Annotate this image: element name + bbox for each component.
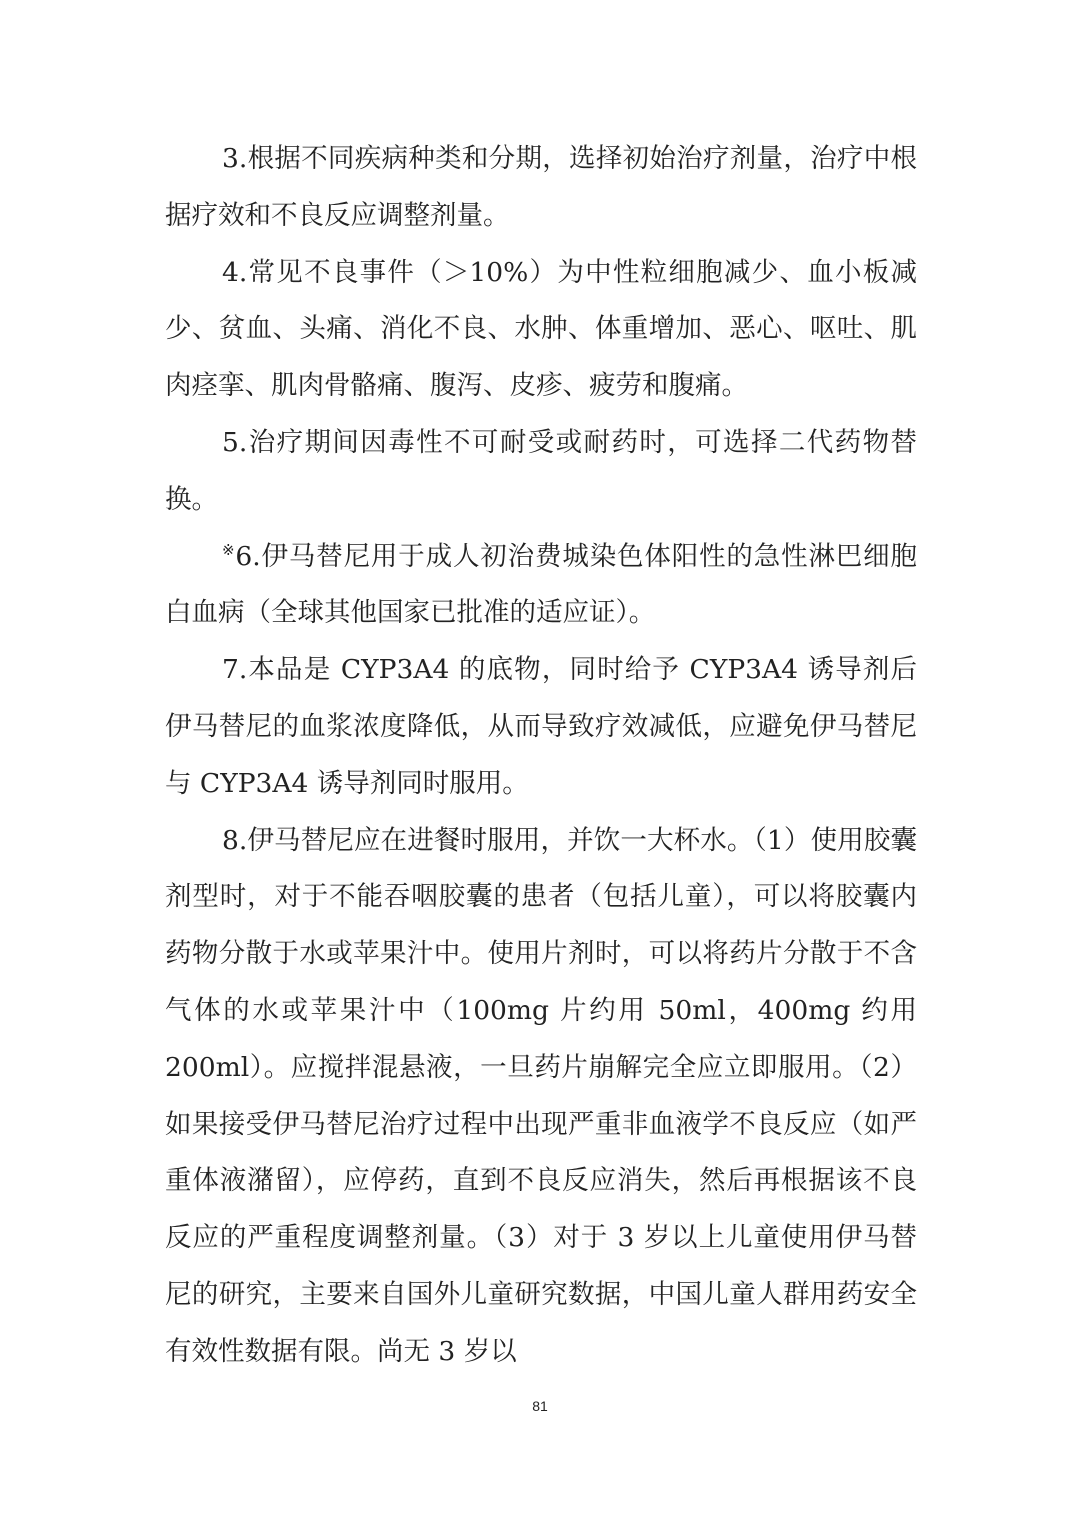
paragraph-item-5 <box>165 415 917 529</box>
body-text <box>165 131 917 1381</box>
reference-mark: ※ <box>222 540 236 559</box>
paragraph-text: 5.治疗期间因毒性不可耐受或耐药时，可选择二代药物替换。 <box>165 426 917 515</box>
paragraph-text: 6.伊马替尼用于成人初治费城染色体阳性的急性淋巴细胞白血病（全球其他国家已批准的适应证）。 <box>165 540 917 629</box>
paragraph-item-7 <box>165 642 917 812</box>
paragraph-item-8 <box>165 813 917 1381</box>
paragraph-text: 3.根据不同疾病种类和分期，选择初始治疗剂量，治疗中根据疗效和不良反应调整剂量。 <box>165 143 917 231</box>
paragraph-text: 7.本品是 CYP3A4 的底物，同时给予 CYP3A4 诱导剂后伊马替尼的血浆浓度降低，从而导致疗效减低，应避免伊马替尼与 CYP3A4 诱导剂同时服用。 <box>165 654 917 799</box>
paragraph-text: 8.伊马替尼应在进餐时服用，并饮一大杯水。（1）使用胶囊剂型时，对于不能吞咽胶囊的患者（包括儿童），可以将胶囊内药物分散于水或苹果汁中。使用片剂时，可以将药片分散于不含气体的水或苹果汁中（100mg 片约用 50ml，400mg 约用 200ml）。应搅拌混悬液，一旦药片崩解完全应立即服用。（2）如果接受伊马替尼治疗过程中出现严重非血液学不良反应（如严重体液潴留），应停药，直到不良反应消失，然后再根据该不良反应的严重程度调整剂量。（3）对于 3 岁以上儿童使用伊马替尼的研究，主要来自国外儿童研究数据，中国儿童人群用药安全有效性数据有限。尚无 3 岁以 <box>165 824 917 1367</box>
paragraph-item-3 <box>165 131 917 245</box>
page-number: 81 <box>532 1398 548 1414</box>
paragraph-item-6 <box>165 529 917 643</box>
paragraph-text: 4.常见不良事件（＞10%）为中性粒细胞减少、血小板减少、贫血、头痛、消化不良、水肿、体重增加、恶心、呕吐、肌肉痉挛、肌肉骨骼痛、腹泻、皮疹、疲劳和腹痛。 <box>165 256 917 402</box>
paragraph-item-4 <box>165 245 917 415</box>
